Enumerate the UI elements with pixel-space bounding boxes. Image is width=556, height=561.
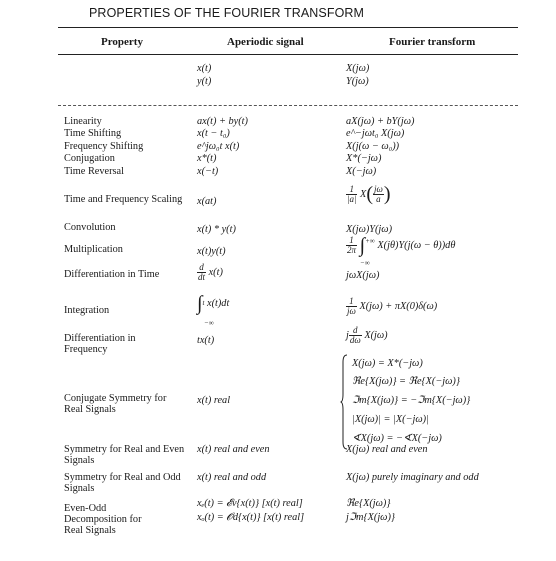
sig-differentiation: $\frac{d}{dt}$ x(t) (198, 262, 223, 282)
def-x: x(t) (197, 63, 212, 74)
prop-timeshift: Time Shifting (64, 128, 122, 139)
prop-multiplication: Multiplication (64, 244, 123, 255)
ft-conjsym-line-0: X(jω) = X*(−jω) (352, 358, 423, 369)
top-rule (58, 27, 518, 28)
ft-symmetry-even: X(jω) real and even (346, 444, 428, 455)
ft-multiplication: $\frac{1}{2\pi}$ ∫+∞ X(jθ)Y(j(ω − θ))dθ (347, 234, 456, 257)
header-signal: Aperiodic signal (227, 36, 304, 48)
ft-scaling: $\frac{1}{|a|}$ X( $\frac{j\omega}{a}$ ) (347, 182, 391, 205)
def-y: y(t) (197, 76, 212, 87)
left-brace-icon (340, 354, 348, 450)
sig-timeshift: x(t − t₀) (197, 128, 230, 139)
sig-even-odd-1: xₑ(t) = 𝓔v{x(t)} [x(t) real] (197, 498, 303, 509)
sig-scaling: x(at) (197, 196, 217, 207)
sig-freqshift: e^jω₀t x(t) (197, 141, 240, 152)
ft-freqshift: X(j(ω − ω₀)) (346, 141, 400, 152)
header-rule (58, 54, 518, 55)
ft-conjugation: X*(−jω) (346, 153, 382, 164)
ft-even-odd-2: jℑm{X(jω)} (346, 512, 395, 523)
prop-conjugate-symmetry: Conjugate Symmetry for Real Signals (64, 393, 167, 416)
ft-conjsym-line-4: ∢X(jω) = −∢X(−jω) (352, 433, 442, 444)
prop-convolution: Convolution (64, 222, 116, 233)
ft-multiplication-lower: −∞ (360, 259, 370, 267)
ft-differentiation: jωX(jω) (346, 270, 380, 281)
prop-symmetry-odd: Symmetry for Real and Odd Signals (64, 472, 181, 495)
header-property: Property (101, 36, 143, 48)
prop-diff-frequency: Differentiation in Frequency (64, 333, 136, 356)
prop-freqshift: Frequency Shifting (64, 141, 144, 152)
sig-integration-lower: −∞ (204, 319, 214, 327)
ft-convolution: X(jω)Y(jω) (346, 224, 392, 235)
prop-even-odd: Even-Odd Decomposition for Real Signals (64, 503, 142, 537)
prop-scaling: Time and Frequency Scaling (64, 194, 183, 205)
page-title: PROPERTIES OF THE FOURIER TRANSFORM (89, 6, 365, 20)
sig-linearity: ax(t) + by(t) (197, 116, 248, 127)
ft-conjsym-line-2: ℑm{X(jω)} = −ℑm{X(−jω)} (352, 395, 471, 406)
header-transform: Fourier transform (389, 36, 476, 48)
prop-timereversal: Time Reversal (64, 166, 124, 177)
sig-diff-frequency: tx(t) (197, 335, 215, 346)
ft-timeshift: e^−jωt₀ X(jω) (346, 128, 405, 139)
ft-even-odd-1: ℜe{X(jω)} (346, 498, 391, 509)
ft-conjsym-line-3: |X(jω)| = |X(−jω)| (352, 414, 429, 425)
prop-symmetry-even: Symmetry for Real and Even Signals (64, 444, 185, 467)
dashed-rule (58, 105, 518, 106)
ft-linearity: aX(jω) + bY(jω) (346, 116, 415, 127)
sig-symmetry-even: x(t) real and even (197, 444, 270, 455)
sig-conjugation: x*(t) (197, 153, 217, 164)
prop-linearity: Linearity (64, 116, 102, 127)
def-X: X(jω) (346, 63, 370, 74)
prop-differentiation: Differentiation in Time (64, 269, 160, 280)
ft-timereversal: X(−jω) (346, 166, 377, 177)
sig-conjugate-symmetry: x(t) real (197, 395, 231, 406)
ft-integration: $\frac{1}{j\omega}$ X(jω) + πX(0)δ(ω) (347, 296, 438, 316)
def-Y: Y(jω) (346, 76, 369, 87)
sig-integration: ∫$^t$ x(t)dt (197, 292, 230, 315)
sig-symmetry-odd: x(t) real and odd (197, 472, 267, 483)
prop-conjugation: Conjugation (64, 153, 115, 164)
ft-symmetry-odd: X(jω) purely imaginary and odd (346, 472, 479, 483)
sig-even-odd-2: xₒ(t) = 𝓞d{x(t)} [x(t) real] (197, 512, 305, 523)
prop-integration: Integration (64, 305, 110, 316)
sig-convolution: x(t) * y(t) (197, 224, 236, 235)
ft-conjsym-line-1: ℜe{X(jω)} = ℜe{X(−jω)} (352, 376, 460, 387)
ft-diff-frequency: j $\frac{d}{d\omega}$ X(jω) (346, 325, 388, 345)
sig-timereversal: x(−t) (197, 166, 219, 177)
sig-multiplication: x(t)y(t) (197, 246, 226, 257)
